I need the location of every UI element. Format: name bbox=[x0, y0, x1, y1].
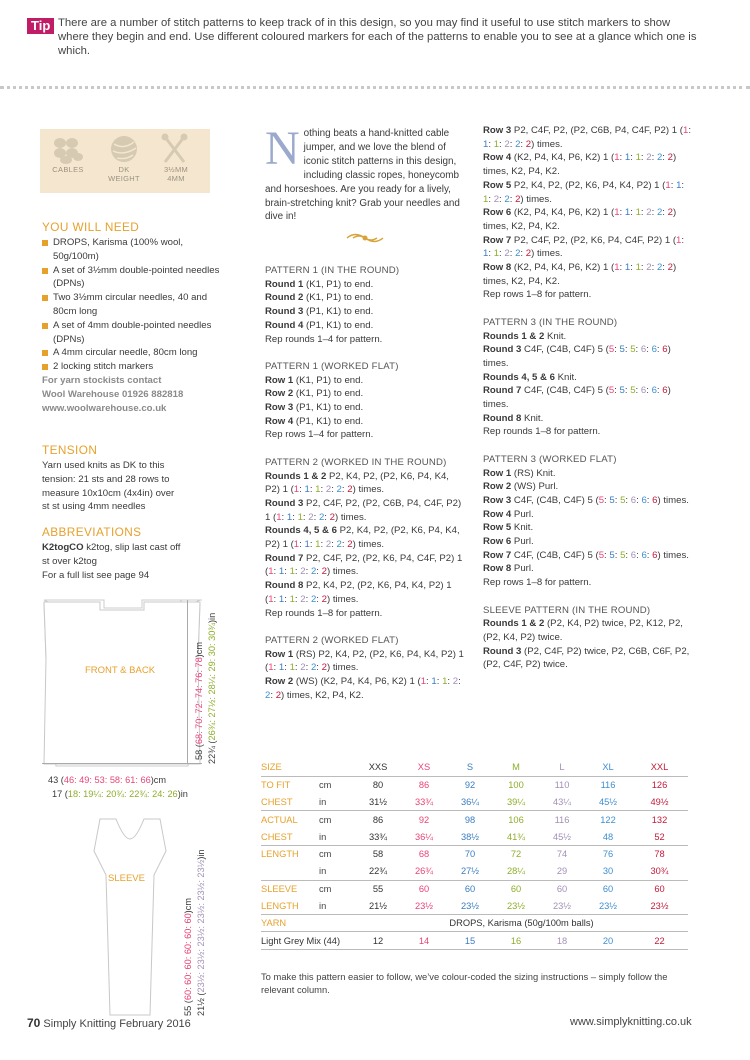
table-cell: cm bbox=[319, 849, 332, 860]
table-cell: 122 bbox=[600, 814, 616, 825]
row-text: Rep rounds 1–8 for pattern. bbox=[483, 426, 601, 438]
magazine-name: Simply Knitting bbox=[43, 1018, 117, 1030]
list-item: A 4mm circular needle, 80cm long bbox=[42, 346, 222, 360]
table-cell: 20 bbox=[602, 935, 614, 946]
length-dimension-line bbox=[187, 600, 188, 763]
front-back-outline bbox=[40, 598, 210, 768]
row-label: Round 3 bbox=[265, 306, 304, 318]
row-label: Row 6 bbox=[483, 536, 512, 548]
row-text: Rep rows 1–4 for pattern. bbox=[265, 429, 374, 441]
front-width-in: 17 (18: 19¼: 20¾: 22¾: 24: 26)in bbox=[52, 789, 188, 799]
table-cell: 43¼ bbox=[552, 796, 572, 807]
pattern-row bbox=[483, 494, 693, 508]
issue-date: February 2016 bbox=[119, 1018, 191, 1030]
table-cell: CHEST bbox=[261, 831, 293, 842]
row-text: (P1, K1) to end. bbox=[293, 415, 364, 427]
row-text: (P1, K1) to end. bbox=[293, 402, 364, 414]
need-list bbox=[42, 236, 222, 374]
row-label: Round 7 bbox=[483, 385, 522, 397]
pattern-row bbox=[483, 549, 693, 563]
row-text: P2, C4F, P2, (P2, K6, P4, C4F, P2) 1 (1: 1: 1: 2: 2: 2) times. bbox=[483, 234, 685, 260]
table-cell: ACTUAL bbox=[261, 814, 298, 825]
table-cell: 23½ bbox=[414, 900, 434, 911]
table-cell: 132 bbox=[651, 814, 668, 825]
abbreviations-section bbox=[42, 525, 222, 582]
pattern-row bbox=[483, 467, 693, 481]
pattern-row bbox=[265, 291, 465, 305]
pattern-icons bbox=[40, 129, 210, 193]
row-label: Rounds 1 & 2 bbox=[265, 470, 327, 482]
row-text: Rep rounds 1–4 for pattern. bbox=[265, 333, 383, 345]
cables-icon bbox=[52, 135, 84, 165]
pattern-row bbox=[265, 470, 465, 497]
yarn-value: DROPS, Karisma (50g/100m balls) bbox=[449, 918, 594, 929]
pattern-heading: PATTERN 1 (IN THE ROUND) bbox=[265, 265, 400, 276]
front-length-cm: 58 (68: 70: 72: 74: 76: 78)cm bbox=[194, 642, 204, 760]
spacer bbox=[265, 442, 465, 456]
shade-name: Light Grey Mix (44) bbox=[261, 935, 341, 946]
row-text: (K1, P1) to end. bbox=[303, 278, 374, 290]
row-label: Rounds 4, 5 & 6 bbox=[483, 371, 555, 383]
pattern-column-middle bbox=[265, 264, 465, 702]
need-title: YOU WILL NEED bbox=[42, 220, 140, 234]
row-text: P2, K4, P2, (P2, K6, P4, K4, P2) 1 (1: 1: 1: 2: 2: 2) times. bbox=[265, 525, 460, 551]
table-cell: L bbox=[559, 762, 565, 773]
table-cell: in bbox=[319, 900, 327, 911]
dotted-divider bbox=[0, 86, 750, 89]
pattern-heading: SLEEVE PATTERN (IN THE ROUND) bbox=[483, 604, 651, 616]
sleeve-length-in: 21½ (23½: 23½: 23½: 23½: 23½: 23½)in bbox=[196, 849, 206, 1016]
table-cell: 80 bbox=[372, 780, 384, 791]
pattern-row bbox=[483, 234, 693, 261]
row-text: (P1, K1) to end. bbox=[303, 319, 374, 331]
table-cell: 41¾ bbox=[506, 831, 526, 842]
table-cell: 52 bbox=[654, 831, 665, 842]
pattern-row bbox=[265, 579, 465, 606]
row-label: Row 5 bbox=[483, 522, 512, 534]
front-length-in: 22¾ (26¾: 27½: 28¼: 29: 30: 30¾)in bbox=[207, 612, 217, 764]
stockists-text: For yarn stockists contact bbox=[42, 374, 162, 386]
row-text: (WS) (K2, P4, K4, P6, K2) 1 (1: 1: 1: 2: 2: 2) times, K2, P4, K2. bbox=[265, 676, 461, 701]
abbreviation-def: K2togCO k2tog, slip last cast off st over k2tog bbox=[42, 542, 181, 567]
pattern-row bbox=[483, 179, 693, 206]
table-cell: 29 bbox=[556, 866, 568, 877]
row-label: Round 3 bbox=[483, 645, 522, 657]
row-text: Purl. bbox=[511, 536, 534, 548]
pattern-heading: PATTERN 1 (WORKED FLAT) bbox=[265, 360, 399, 372]
pattern-row bbox=[483, 206, 693, 233]
row-label: Row 4 bbox=[483, 152, 512, 164]
table-cell: 92 bbox=[464, 780, 476, 791]
table-cell: 70 bbox=[464, 849, 476, 860]
row-text: (P2, C4F, P2) twice, P2, C6B, C6F, P2, (P2, C4F, P2) twice. bbox=[483, 645, 690, 671]
you-will-need bbox=[42, 220, 222, 415]
table-cell: 48 bbox=[602, 831, 614, 842]
row-text: Knit. bbox=[544, 330, 567, 342]
pattern-row bbox=[483, 425, 693, 439]
table-cell: 38½ bbox=[460, 831, 480, 842]
row-text: P2, K4, P2, (P2, K6, P4, K4, P2) 1 (1: 1: 1: 2: 2: 2) times. bbox=[265, 470, 449, 496]
row-text: (P1, K1) to end. bbox=[303, 306, 374, 318]
row-label: Row 5 bbox=[483, 179, 512, 191]
table-row bbox=[261, 845, 688, 862]
table-cell: 23½ bbox=[552, 900, 572, 911]
pattern-row bbox=[483, 330, 693, 344]
row-text: Knit. bbox=[554, 371, 577, 383]
row-text: (WS) Purl. bbox=[511, 481, 559, 493]
pattern-column-right bbox=[483, 124, 693, 672]
table-cell: 18 bbox=[556, 935, 568, 946]
table-cell: 16 bbox=[510, 935, 522, 946]
table-cell: in bbox=[319, 831, 327, 842]
row-label: Row 3 bbox=[483, 125, 512, 136]
pattern-row bbox=[265, 374, 465, 388]
sleeve-diagram bbox=[80, 815, 180, 1020]
list-item: DROPS, Karisma (100% wool, 50g/100m) bbox=[42, 236, 222, 264]
row-label: Row 8 bbox=[483, 262, 512, 274]
row-text: P2, C4F, P2, (P2, K6, P4, C4F, P2) 1 (1: 1: 1: 2: 2: 2) times. bbox=[265, 552, 463, 578]
row-text: P2, C4F, P2, (P2, C6B, P4, C4F, P2) 1 (1: 1: 1: 2: 2: 2) times. bbox=[483, 125, 691, 150]
table-cell: 55 bbox=[372, 883, 384, 894]
pattern-heading: PATTERN 2 (WORKED FLAT) bbox=[265, 634, 399, 646]
row-text: C4F, (C4B, C4F) 5 (5: 5: 5: 6: 6: 6) times. bbox=[483, 344, 671, 369]
tension-section bbox=[42, 443, 222, 514]
pattern-row bbox=[483, 288, 693, 302]
pattern-row bbox=[483, 521, 693, 535]
table-cell: XS bbox=[417, 762, 431, 773]
row-label: Row 3 bbox=[483, 494, 512, 506]
table-cell: CHEST bbox=[261, 796, 293, 807]
table-row bbox=[261, 776, 688, 793]
table-cell: LENGTH bbox=[261, 900, 299, 911]
tension-text: Yarn used knits as DK to this tension: 21 sts and 28 rows to measure 10x10cm (4x4in) over st st using 4mm needles bbox=[42, 460, 175, 513]
table-cell bbox=[319, 759, 355, 776]
drop-cap: N bbox=[265, 122, 300, 175]
pattern-row bbox=[265, 305, 465, 319]
width-dimension-line bbox=[42, 763, 202, 764]
row-label: Round 2 bbox=[265, 292, 304, 304]
row-text: C4F, (C4B, C4F) 5 (5: 5: 5: 6: 6: 6) times. bbox=[511, 549, 689, 561]
row-label: Row 7 bbox=[483, 549, 512, 561]
sleeve-label: SLEEVE bbox=[108, 873, 145, 884]
table-cell: 86 bbox=[418, 780, 430, 791]
table-row bbox=[261, 897, 688, 914]
table-cell: 58 bbox=[372, 849, 384, 860]
yarn-label: YARN bbox=[261, 918, 287, 929]
pattern-row bbox=[483, 645, 693, 672]
table-cell: 12 bbox=[372, 935, 384, 946]
row-label: Row 2 bbox=[483, 481, 512, 493]
row-text: C4F, (C4B, C4F) 5 (5: 5: 5: 6: 6: 6) times. bbox=[483, 385, 671, 411]
table-cell: 23½ bbox=[460, 900, 480, 911]
front-back-label: FRONT & BACK bbox=[85, 665, 156, 676]
table-cell: 36¼ bbox=[414, 831, 434, 842]
row-text: (K2, P4, K4, P6, K2) 1 (1: 1: 1: 2: 2: 2) times, K2, P4, K2. bbox=[483, 152, 677, 178]
table-cell: 21½ bbox=[368, 900, 388, 911]
spacer bbox=[483, 439, 693, 453]
pattern-row bbox=[483, 384, 693, 411]
row-text: (K1, P1) to end. bbox=[293, 374, 364, 386]
tension-title: TENSION bbox=[42, 443, 98, 457]
pattern-row bbox=[265, 387, 465, 401]
pattern-row bbox=[483, 151, 693, 178]
pattern-row bbox=[483, 562, 693, 576]
table-cell: 126 bbox=[651, 780, 668, 791]
pattern-row bbox=[265, 428, 465, 442]
row-label: Row 3 bbox=[265, 402, 294, 414]
pattern-row bbox=[483, 261, 693, 288]
row-label: Row 7 bbox=[483, 234, 512, 246]
pattern-heading: PATTERN 2 (WORKED IN THE ROUND) bbox=[265, 456, 447, 468]
table-cell: cm bbox=[319, 883, 332, 894]
list-item: A set of 3½mm double-pointed needles (DPNs) bbox=[42, 264, 222, 292]
intro-paragraph: Nothing beats a hand-knitted cable jumper, and we love the blend of iconic stitch patterns in this design, including classic ropes, honeycomb and horseshoes. Are you ready for a lively, brain-stretching knit? Grab your needles and dive in! bbox=[265, 122, 460, 223]
pattern-row bbox=[483, 371, 693, 385]
pattern-row bbox=[483, 412, 693, 426]
row-text: (K2, P4, K4, P6, K2) 1 (1: 1: 1: 2: 2: 2) times, K2, P4, K2. bbox=[483, 207, 677, 232]
spacer bbox=[265, 346, 465, 360]
table-cell: S bbox=[466, 762, 474, 773]
table-cell: 31½ bbox=[368, 796, 388, 807]
pattern-row bbox=[483, 508, 693, 522]
row-text: (P2, K4, P2) twice, P2, K12, P2, (P2, K4, P2) twice. bbox=[483, 618, 683, 643]
list-item: A set of 4mm double-pointed needles (DPNs) bbox=[42, 319, 222, 347]
table-cell: XXS bbox=[368, 762, 388, 773]
row-label: Round 3 bbox=[265, 497, 304, 509]
row-label: Round 4 bbox=[265, 319, 304, 331]
table-cell: 22¾ bbox=[368, 866, 388, 877]
pattern-heading: PATTERN 3 (WORKED FLAT) bbox=[483, 453, 617, 465]
table-cell: 33¾ bbox=[368, 831, 388, 842]
table-row bbox=[261, 794, 688, 811]
table-cell: LENGTH bbox=[261, 849, 299, 860]
table-row bbox=[261, 828, 688, 845]
pattern-row bbox=[265, 319, 465, 333]
table-cell: cm bbox=[319, 814, 332, 825]
row-label: Round 8 bbox=[483, 412, 522, 424]
table-cell bbox=[261, 863, 319, 880]
row-label: Rounds 1 & 2 bbox=[483, 618, 545, 630]
row-label: Round 8 bbox=[265, 580, 304, 592]
row-label: Row 4 bbox=[483, 508, 512, 520]
table-cell: 22 bbox=[654, 935, 665, 946]
row-label: Row 1 bbox=[265, 648, 294, 660]
pattern-row bbox=[265, 648, 465, 675]
row-text: (RS) P2, K4, P2, (P2, K6, P4, K4, P2) 1 (1: 1: 1: 2: 2: 2) times. bbox=[265, 648, 464, 674]
table-cell: 74 bbox=[556, 849, 568, 860]
table-cell: 98 bbox=[464, 814, 476, 825]
needle-size-label: 3½MM 4MM bbox=[163, 165, 189, 183]
table-cell: 60 bbox=[464, 883, 476, 894]
pattern-row bbox=[265, 675, 465, 702]
row-text: Purl. bbox=[511, 508, 534, 520]
needles-icon bbox=[160, 133, 190, 165]
row-label: Row 4 bbox=[265, 415, 294, 427]
table-cell: 86 bbox=[372, 814, 384, 825]
table-cell: 92 bbox=[418, 814, 430, 825]
table-cell: 60 bbox=[602, 883, 614, 894]
table-cell: 23½ bbox=[650, 900, 669, 911]
pattern-row bbox=[483, 617, 693, 644]
pattern-row bbox=[265, 278, 465, 292]
pattern-row bbox=[265, 333, 465, 347]
row-label: Row 1 bbox=[483, 467, 512, 479]
list-item: 2 locking stitch markers bbox=[42, 360, 222, 374]
pattern-row bbox=[265, 401, 465, 415]
table-row bbox=[261, 811, 688, 828]
table-cell: TO FIT bbox=[261, 780, 291, 791]
pattern-row bbox=[265, 524, 465, 551]
table-cell: 27½ bbox=[460, 866, 480, 877]
table-cell: 78 bbox=[654, 849, 665, 860]
table-cell: in bbox=[319, 866, 327, 877]
pattern-row bbox=[483, 576, 693, 590]
row-text: P2, K4, P2, (P2, K6, P4, K4, P2) 1 (1: 1: 1: 2: 2: 2) times. bbox=[483, 179, 685, 205]
row-text: (K1, P1) to end. bbox=[293, 388, 364, 400]
list-item: Two 3½mm circular needles, 40 and 80cm long bbox=[42, 291, 222, 319]
row-text: Knit. bbox=[521, 412, 544, 424]
stockist-name: Wool Warehouse 01926 882818 bbox=[42, 388, 184, 400]
pattern-row bbox=[265, 497, 465, 524]
table-cell: 49½ bbox=[650, 796, 669, 807]
table-cell: 72 bbox=[510, 849, 522, 860]
table-cell: 110 bbox=[554, 780, 570, 791]
table-row bbox=[261, 880, 688, 897]
row-text: P2, C4F, P2, (P2, C6B, P4, C4F, P2) 1 (1: 1: 1: 2: 2: 2) times. bbox=[265, 497, 462, 523]
table-row bbox=[261, 932, 688, 949]
table-cell: XXL bbox=[650, 762, 669, 773]
table-row bbox=[261, 915, 688, 932]
row-text: C4F, (C4B, C4F) 5 (5: 5: 5: 6: 6: 6) times. bbox=[511, 494, 689, 506]
table-cell: 23½ bbox=[506, 900, 526, 911]
pattern-row bbox=[265, 415, 465, 429]
row-text: (K1, P1) to end. bbox=[303, 292, 374, 304]
tip-badge: Tip bbox=[27, 18, 54, 34]
row-text: Rep rows 1–8 for pattern. bbox=[483, 289, 592, 301]
spacer bbox=[483, 302, 693, 316]
table-cell: 30¾ bbox=[650, 866, 669, 877]
table-cell: SIZE bbox=[261, 762, 282, 773]
table-cell: 15 bbox=[464, 935, 476, 946]
row-label: Row 1 bbox=[265, 374, 294, 386]
table-cell: 60 bbox=[418, 883, 430, 894]
spacer bbox=[265, 620, 465, 634]
table-cell: 33¾ bbox=[414, 796, 434, 807]
row-label: Round 3 bbox=[483, 344, 522, 356]
table-cell: 30 bbox=[602, 866, 614, 877]
row-text: P2, K4, P2, (P2, K6, P4, K4, P2) 1 (1: 1: 1: 2: 2: 2) times. bbox=[265, 580, 452, 605]
row-label: Row 8 bbox=[483, 563, 512, 575]
pattern-row bbox=[483, 480, 693, 494]
spacer bbox=[483, 590, 693, 604]
sleeve-length-cm: 55 (60: 60: 60: 60: 60: 60)cm bbox=[183, 898, 193, 1016]
table-cell: 60 bbox=[510, 883, 522, 894]
row-label: Row 6 bbox=[483, 207, 512, 219]
row-label: Round 1 bbox=[265, 278, 304, 290]
size-table bbox=[261, 759, 688, 950]
row-text: (RS) Knit. bbox=[511, 467, 556, 479]
dk-weight-label: DK WEIGHT bbox=[108, 165, 140, 183]
table-cell: 45½ bbox=[598, 796, 618, 807]
row-text: Rep rounds 1–8 for pattern. bbox=[265, 607, 383, 619]
pattern-row bbox=[483, 343, 693, 370]
table-cell: 28¼ bbox=[506, 866, 526, 877]
table-cell: XL bbox=[602, 762, 614, 773]
page-footer bbox=[27, 1016, 191, 1030]
row-label: Rounds 1 & 2 bbox=[483, 330, 545, 342]
row-text: Rep rows 1–8 for pattern. bbox=[483, 577, 592, 589]
table-cell: 68 bbox=[418, 849, 430, 860]
abbreviations-title: ABBREVIATIONS bbox=[42, 525, 142, 539]
row-label: Rounds 4, 5 & 6 bbox=[265, 525, 337, 537]
pattern-row bbox=[265, 552, 465, 579]
pattern-row bbox=[483, 535, 693, 549]
abbreviation-more: For a full list see page 94 bbox=[42, 569, 150, 581]
table-cell: 116 bbox=[554, 814, 570, 825]
table-cell: 100 bbox=[508, 780, 524, 791]
row-text: Knit. bbox=[511, 522, 534, 534]
table-cell: 23½ bbox=[598, 900, 618, 911]
table-cell: 36¼ bbox=[460, 796, 480, 807]
front-width-cm: 43 (46: 49: 53: 58: 61: 66)cm bbox=[48, 775, 166, 785]
table-cell: 26¾ bbox=[414, 866, 434, 877]
table-cell: M bbox=[512, 762, 520, 773]
table-cell: in bbox=[319, 796, 327, 807]
table-cell: SLEEVE bbox=[261, 883, 298, 894]
pattern-row bbox=[265, 607, 465, 621]
row-label: Row 2 bbox=[265, 388, 294, 400]
row-text: (K2, P4, K4, P6, K2) 1 (1: 1: 1: 2: 2: 2) times, K2, P4, K2. bbox=[483, 262, 677, 287]
table-cell: 116 bbox=[600, 780, 616, 791]
pattern-heading: PATTERN 3 (IN THE ROUND) bbox=[483, 316, 618, 328]
table-cell: 14 bbox=[418, 935, 430, 946]
pattern-row bbox=[483, 124, 693, 151]
row-label: Row 2 bbox=[265, 676, 294, 688]
table-cell: 45½ bbox=[552, 831, 572, 842]
table-cell: 60 bbox=[654, 883, 665, 894]
table-row bbox=[261, 759, 688, 776]
table-row bbox=[261, 863, 688, 880]
table-note: To make this pattern easier to follow, we’ve colour-coded the sizing instructions – simply follow the relevant column. bbox=[261, 971, 668, 995]
tip-text: There are a number of stitch patterns to keep track of in this design, so you may find it useful to use stitch markers to show where they begin and end. Use different coloured markers for each of the patterns to enable you to see at a glance which one is which. bbox=[58, 17, 697, 57]
footer-url[interactable]: www.simplyknitting.co.uk bbox=[570, 1016, 692, 1028]
table-cell: 39¼ bbox=[506, 796, 526, 807]
cables-label: CABLES bbox=[52, 165, 84, 174]
stockist-url[interactable]: www.woolwarehouse.co.uk bbox=[42, 402, 167, 414]
table-cell: 60 bbox=[556, 883, 568, 894]
row-label: Round 7 bbox=[265, 552, 304, 564]
yarn-ball-icon bbox=[109, 134, 139, 164]
page-number: 70 bbox=[27, 1016, 41, 1030]
ornament-icon bbox=[345, 231, 385, 245]
table-cell: cm bbox=[319, 780, 332, 791]
table-cell: 106 bbox=[508, 814, 524, 825]
table-cell: 76 bbox=[602, 849, 614, 860]
row-text: Purl. bbox=[511, 563, 534, 575]
